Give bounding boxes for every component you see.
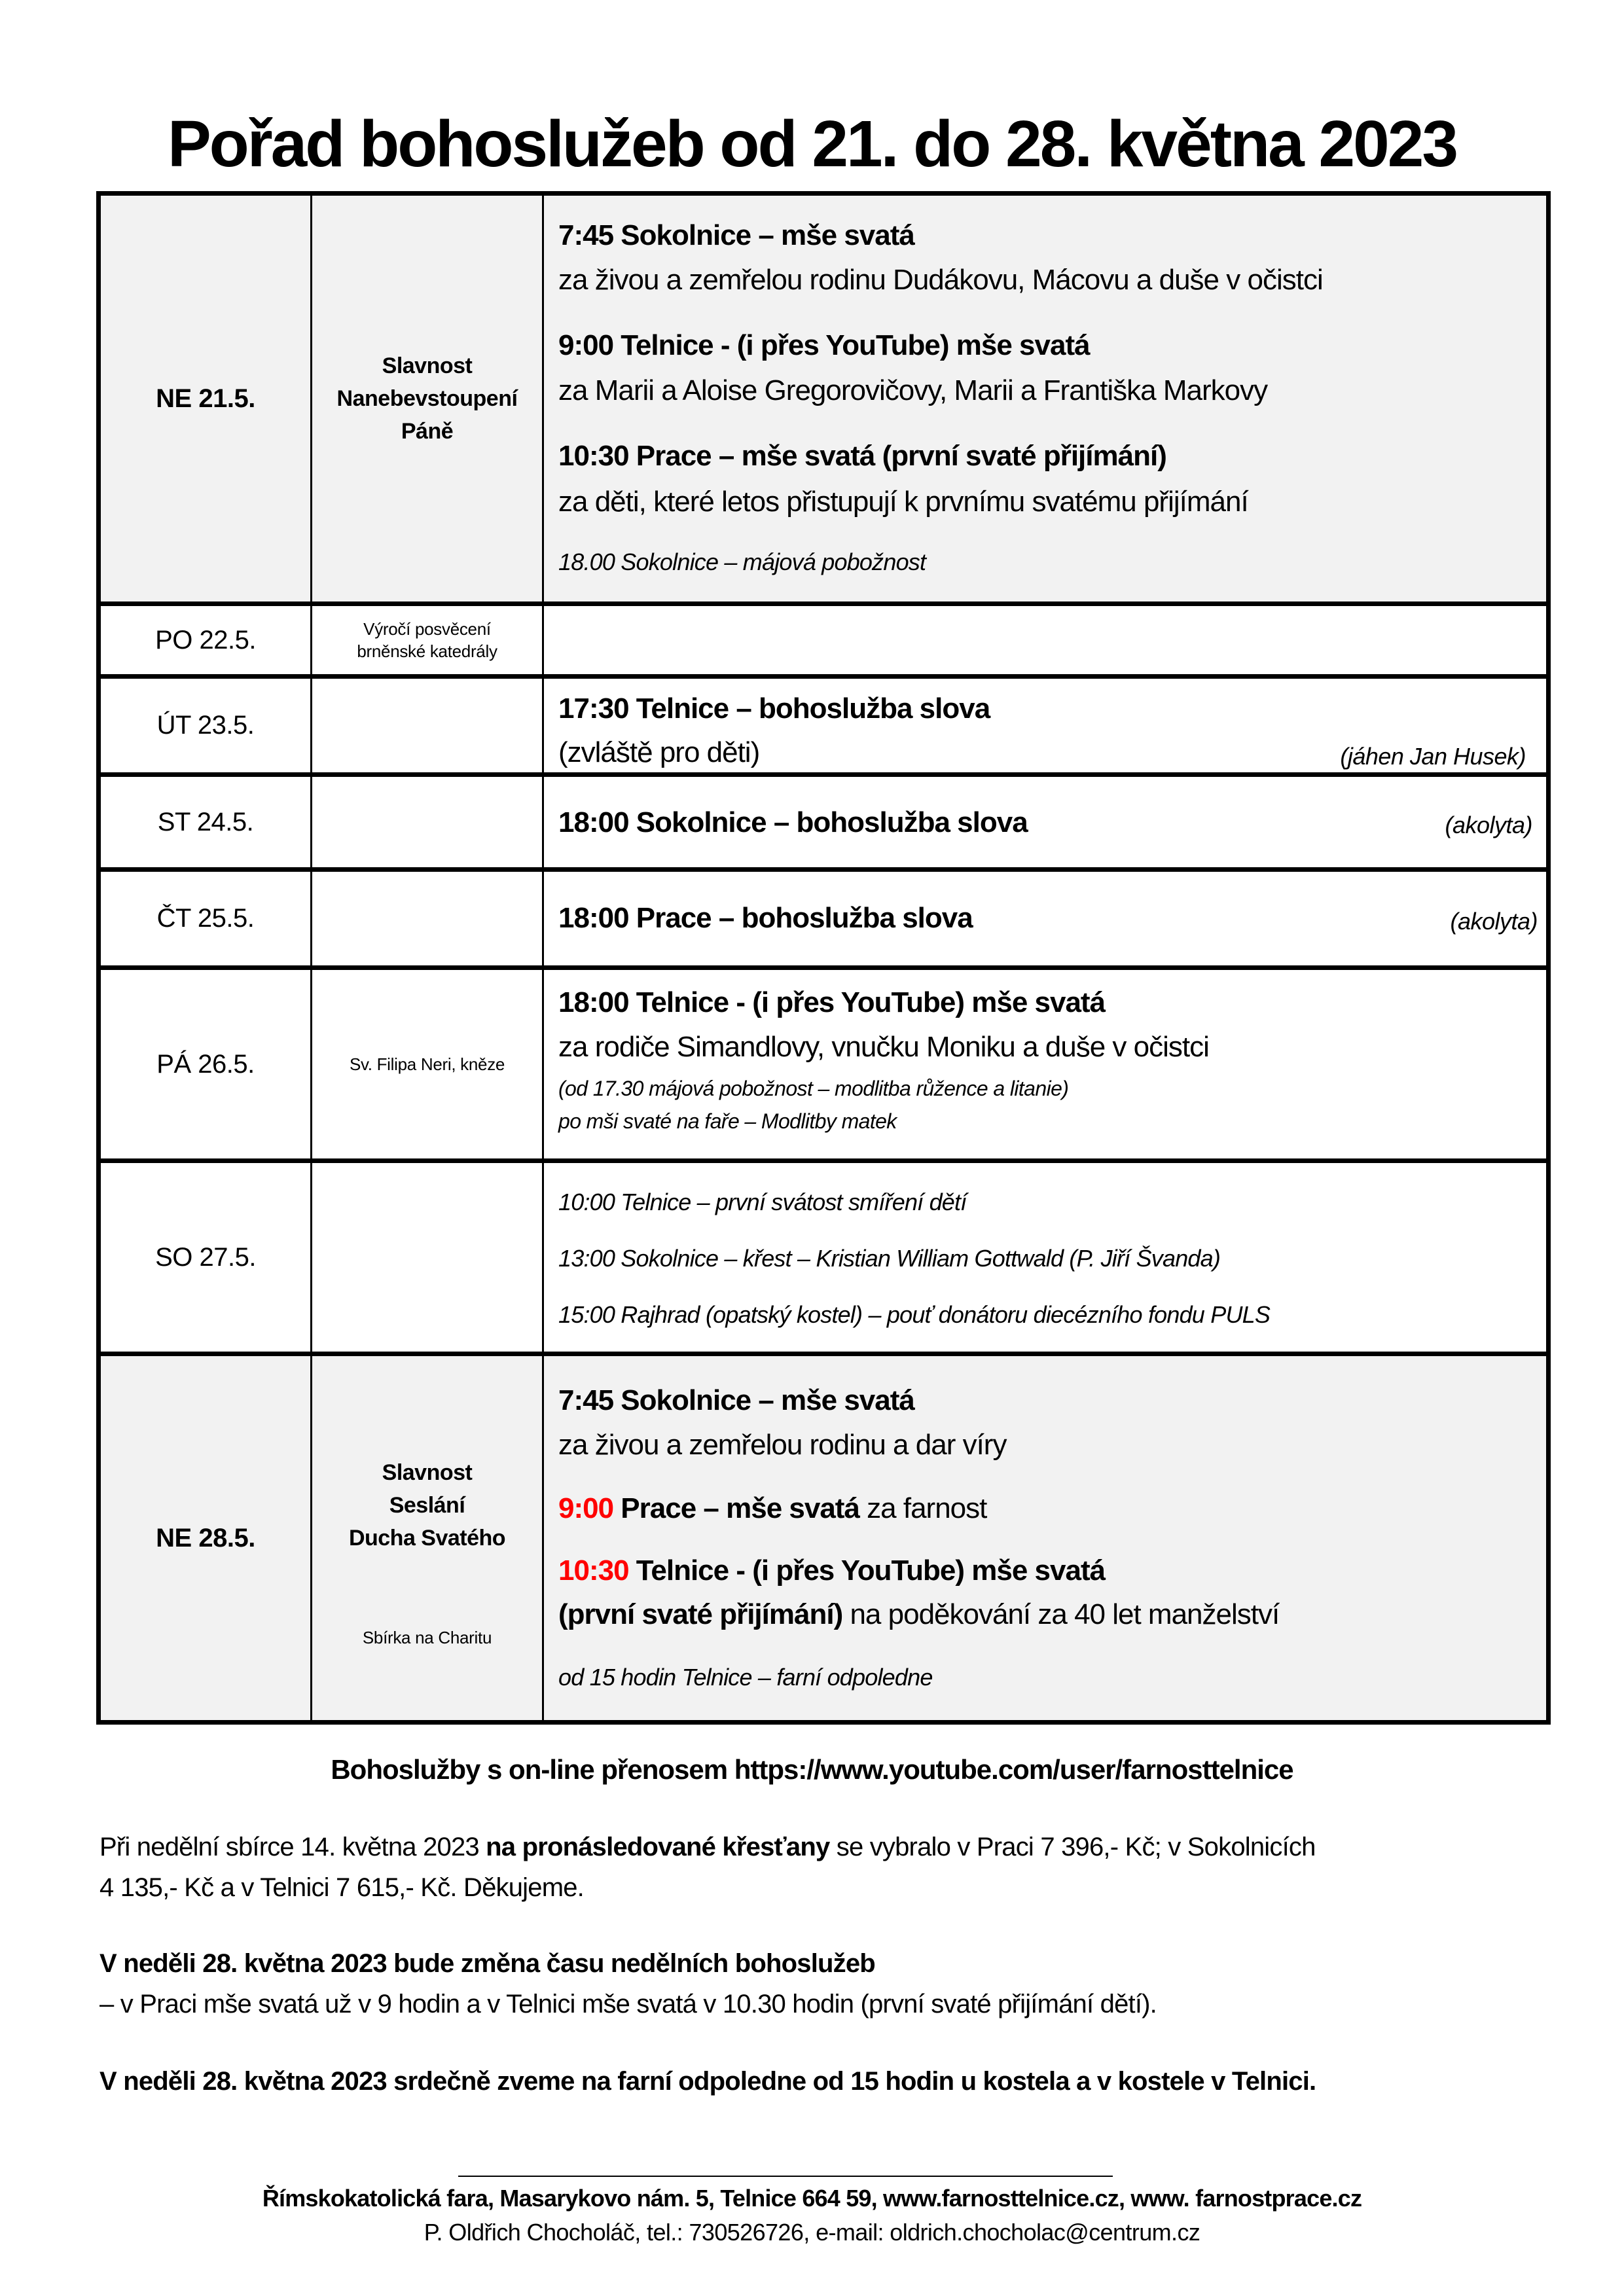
day-label: NE 28.5. [156, 1523, 255, 1552]
mass-intention: za živou a zemřelou rodinu a dar víry [558, 1429, 1007, 1461]
mass-intention: za farnost [859, 1492, 987, 1524]
row-divider [96, 674, 1551, 679]
day-label: PÁ 26.5. [156, 1049, 255, 1079]
mass-line [558, 1554, 1105, 1587]
collection-note: Sbírka na Charitu [362, 1628, 492, 1647]
collection-announcement [99, 1833, 1316, 1862]
footer-address: Římskokatolická fara, Masarykovo nám. 5, Telnice 664 59, www.farnosttelnice.cz, www. farnostprace.cz [262, 2185, 1362, 2212]
day-label: ÚT 23.5. [156, 711, 255, 740]
changed-time: 10:30 [558, 1554, 629, 1587]
table-border-left [96, 191, 101, 1725]
mass-line [558, 1598, 1279, 1631]
mass-heading: 10:30 Prace – mše svatá (první svaté přijímání) [558, 440, 1166, 472]
mass-heading: 9:00 Telnice - (i přes YouTube) mše svatá [558, 329, 1090, 361]
service-heading: 18:00 Sokolnice – bohoslužba slova [558, 806, 1028, 838]
feast-line: Ducha Svatého [348, 1526, 506, 1551]
time-change-heading: V neděli 28. května 2023 bude změna času nedělních bohoslužeb [99, 1949, 875, 1978]
footer-divider [458, 2176, 1113, 2177]
feast-label [312, 1456, 542, 1554]
event-note: od 15 hodin Telnice – farní odpoledne [558, 1664, 933, 1691]
changed-time: 9:00 [558, 1492, 614, 1524]
day-label: ČT 25.5. [156, 904, 255, 933]
mass-heading: 7:45 Sokolnice – mše svatá [558, 219, 914, 251]
invitation: V neděli 28. května 2023 srdečně zveme na farní odpoledne od 15 hodin u kostela a v kostele v Telnici. [99, 2067, 1316, 2096]
day-label: NE 21.5. [156, 384, 255, 413]
feast-label [312, 196, 542, 601]
table-border-top [96, 191, 1551, 196]
mass-heading: Telnice - (i přes YouTube) mše svatá [628, 1554, 1106, 1587]
mass-heading-cont: (první svaté přijímání) [558, 1598, 843, 1630]
footer-contact: P. Oldřich Chocholáč, tel.: 730526726, e-mail: oldrich.chocholac@centrum.cz [424, 2219, 1200, 2246]
feast-line: Nanebevstoupení [336, 386, 518, 411]
column-divider [542, 191, 544, 1725]
row-divider [96, 601, 1551, 606]
row-divider [96, 772, 1551, 777]
table-border-bottom [96, 1720, 1551, 1725]
service-subline: (zvláště pro děti) [558, 736, 760, 768]
feast-line: Páně [401, 419, 454, 444]
mass-heading: 7:45 Sokolnice – mše svatá [558, 1384, 914, 1416]
feast-label [312, 606, 542, 674]
service-heading: 18:00 Prace – bohoslužba slova [558, 902, 973, 934]
minister-note: (akolyta) [1445, 812, 1532, 838]
feast-label: Sv. Filipa Neri, kněze [349, 1054, 505, 1074]
minister-note: (akolyta) [1450, 908, 1538, 935]
feast-line: Výročí posvěcení [363, 619, 491, 639]
table-border-right [1546, 191, 1551, 1725]
mass-intention: na poděkování za 40 let manželství [842, 1598, 1280, 1630]
time-change-detail: – v Praci mše svatá už v 9 hodin a v Telnici mše svatá v 10.30 hodin (první svaté přijímání dětí). [99, 1990, 1157, 2018]
announcement-text: se vybralo v Praci 7 396,- Kč; v Sokolnicích [829, 1833, 1316, 1861]
event-line: 15:00 Rajhrad (opatský kostel) – pouť donátoru diecézního fondu PULS [558, 1301, 1271, 1328]
feast-line: Slavnost [382, 353, 473, 378]
event-line: 10:00 Telnice – první svátost smíření dětí [558, 1189, 967, 1215]
mass-intention: za děti, které letos přistupují k prvnímu svatému přijímání [558, 486, 1248, 518]
event-line: 13:00 Sokolnice – křest – Kristian William Gottwald (P. Jiří Švanda) [558, 1245, 1221, 1272]
announcement-emphasis: na pronásledované křesťany [486, 1833, 830, 1861]
day-label: PO 22.5. [155, 625, 256, 655]
service-heading: 17:30 Telnice – bohoslužba slova [558, 692, 990, 725]
feast-line: Slavnost [382, 1460, 473, 1485]
mass-line [558, 1492, 986, 1525]
devotion-note: (od 17.30 májová pobožnost – modlitba růžence a litanie) [558, 1077, 1069, 1100]
minister-note: (jáhen Jan Husek) [1340, 743, 1526, 770]
row-divider [96, 867, 1551, 872]
devotion-note: po mši svaté na faře – Modlitby matek [558, 1109, 897, 1133]
day-label: ST 24.5. [157, 807, 254, 836]
mass-heading: 18:00 Telnice - (i přes YouTube) mše svatá [558, 986, 1106, 1018]
mass-intention: za Marii a Aloise Gregorovičovy, Marii a Františka Markovy [558, 374, 1268, 406]
mass-heading: Prace – mše svatá [613, 1492, 859, 1524]
announcement-text: Při nedělní sbírce 14. května 2023 [99, 1833, 486, 1861]
mass-intention: za živou a zemřelou rodinu Dudákovu, Mácovu a duše v očistci [558, 264, 1323, 296]
feast-line: brněnské katedrály [357, 641, 497, 661]
feast-line: Seslání [389, 1493, 465, 1518]
online-broadcast-link[interactable]: Bohoslužby s on-line přenosem https://www.youtube.com/user/farnosttelnice [331, 1754, 1293, 1785]
devotion-note: 18.00 Sokolnice – májová pobožnost [558, 548, 926, 575]
day-label: SO 27.5. [155, 1242, 256, 1272]
mass-intention: za rodiče Simandlovy, vnučku Moniku a duše v očistci [558, 1031, 1209, 1063]
collection-announcement-cont: 4 135,- Kč a v Telnici 7 615,- Kč. Děkujeme. [99, 1873, 584, 1902]
row-divider [96, 1158, 1551, 1163]
row-divider [96, 965, 1551, 970]
page-title: Pořad bohoslužeb od 21. do 28. května 2023 [167, 107, 1457, 181]
row-divider [96, 1352, 1551, 1356]
